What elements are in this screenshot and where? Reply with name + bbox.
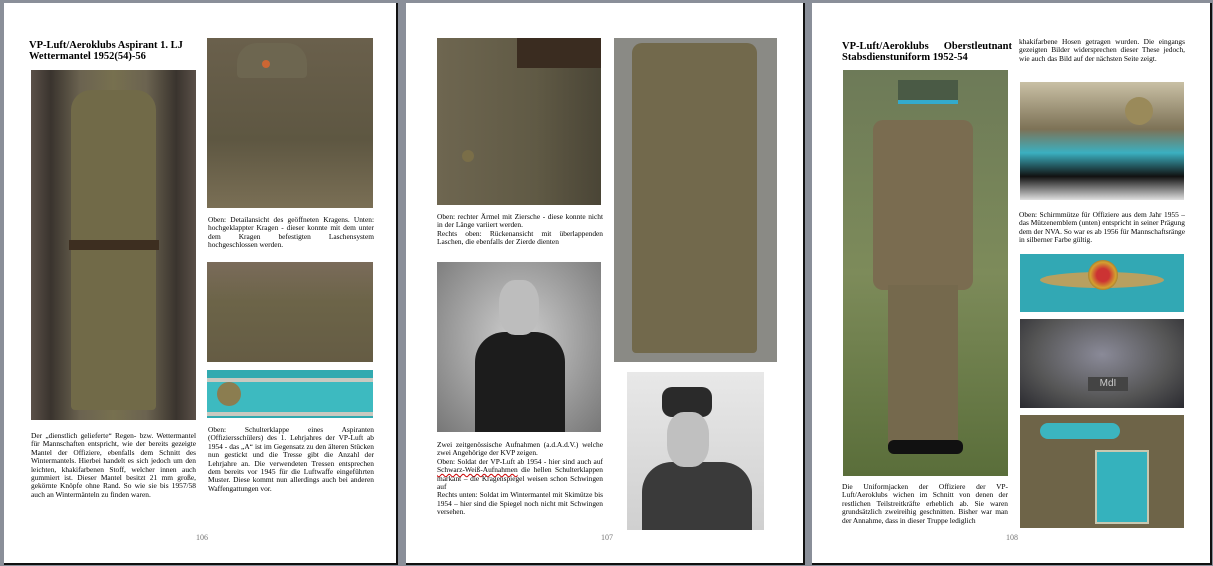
title-line: Stabsdienstuniform 1952-54 [842,52,968,63]
caption-line: Oben: rechter Ärmel mit Ziersche - diese konnte nicht in der Länge variiert werden. [437,212,603,230]
photo-coat-front [31,70,196,420]
body-text: Der „dienstlich gelieferte“ Regen- bzw. Wettermantel für Mannschaften entspricht, wie der bereits gezeigte Mantel der Offiziere, ebenfalls dem Schnitt des Wintermantels. Hierbei handelt es sich jedoch um den leichten, khakifarbenen Stoff, welcher innen auch gummiert ist. Dieser Mantel besitzt 21 mm große, gekörnte Knöpfe ohne Rand. So wie sie bis 1957/58 auch an Wintermänteln zu finden waren. [31,431,196,499]
caption-text: Oben: Soldat der VP-Luft ab 1954 - hier sind auch auf [437,456,603,466]
caption-collar: Oben: Detailansicht des geöffneten Kragens. Unten: hochgeklappter Kragen - dieser konnte mit dem unter dem Kragen befestigten Laschensystem hochgeschlossen werden. [208,215,374,250]
photo-collar-open [207,38,373,208]
page-number: 107 [601,533,613,542]
mdi-label: MdI [1088,377,1128,391]
caption-line: Zwei zeitgenössische Aufnahmen (a.d.A.d.V.) welche zwei Angehörige der KVP zeigen. [437,440,603,458]
caption-photos [437,441,603,517]
caption-line: Rechts unten: Soldat im Wintermantel mit Skimütze bis 1954 – hier sind die Spiegel noch nicht mit Schwingen versehen. [437,490,603,517]
title-text: VP-Luft/Aeroklubs [842,41,929,52]
caption-shoulder-strap: Oben: Schulterklappe eines Aspiranten (Offiziersschülers) des 1. Lehrjahres der VP-Luft ab 1954 - das „A“ ist im Gegensatz zu den älteren Stücken nun gestickt und die Tresse gibt die Anzahl der Lehrjahre an. Die verwendeten Tressen entsprechen dem bereits vor 1945 für die Luftwaffe eingeführten Muster. Diese kommt nun allerdings auch bei anderen Waffengattungen vor. [208,425,374,493]
photo-cap-inside [1020,319,1184,408]
title-line: Wettermantel 1952(54)-56 [29,51,146,62]
photo-peaked-cap [1020,82,1184,200]
page-108 [812,3,1212,565]
caption-text: die hellen Schulterklappen markant – die Kragenspiegel weisen schon Schwingen auf [437,465,603,492]
title-line: VP-Luft/Aeroklubs Aspirant 1. LJ [29,40,183,51]
photo-officer-uniform [843,70,1008,476]
title-text: Oberstleutnant [943,41,1012,52]
photo-soldier-winter [627,372,764,530]
spellcheck-word: Schwarz-Weiß-Aufnahmen [437,465,518,475]
caption-line: Rechts oben: Rückenansicht mit überlappenden Laschen, die ebenfalls der Zierde dienten [437,228,603,247]
page-number: 106 [196,533,208,542]
photo-coat-back [614,38,777,362]
page-title [29,40,183,62]
page-title [842,41,1012,63]
body-text-top: khakifarbene Hosen getragen wurden. Die eingangs gezeigten Bilder widersprechen dieser These jedoch, wie auch das Bild auf der nächsten Seite zeigt. [1019,37,1185,63]
body-text: Die Uniformjacken der Offiziere der VP-Luft/Aeroklubs wichen im Schnitt von denen der restlichen Teilstreitkräfte erheblich ab. Sie waren grundsätzlich zweireihig geschnitten. Bisher war man der Annahme, dass in dieser Truppe lediglich [842,482,1008,525]
caption-sleeve [437,213,603,247]
photo-collar-patch [1020,415,1184,528]
caption-cap: Oben: Schirmmütze für Offiziere aus dem Jahr 1955 – das Mützenemblem (unten) entspricht in seiner Prägung dem der NVA. So war es ab 1956 für Mannschaftsränge in silberner Farbe gültig. [1019,210,1185,245]
page-number: 108 [1006,533,1018,542]
photo-soldier-1954 [437,262,601,432]
photo-collar-up [207,262,373,362]
photo-sleeve [437,38,601,205]
photo-shoulder-strap [207,370,373,418]
photo-cap-emblem [1020,254,1184,312]
page-106 [4,3,398,565]
page-107 [406,3,805,565]
caption-line [437,458,603,492]
